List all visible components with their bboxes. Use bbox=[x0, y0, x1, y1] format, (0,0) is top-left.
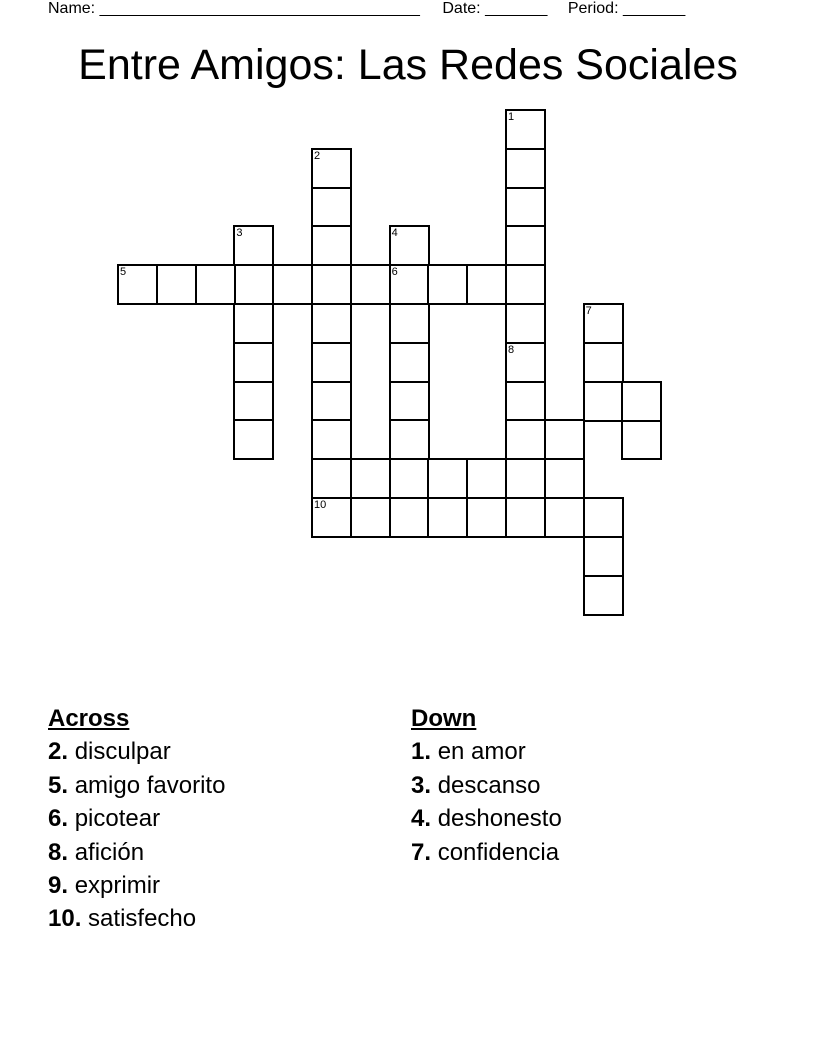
clue-text: satisfecho bbox=[88, 905, 197, 933]
period-field[interactable]: Period: _______ bbox=[567, 0, 686, 17]
crossword-cell[interactable] bbox=[272, 264, 313, 305]
across-clue bbox=[48, 735, 225, 768]
crossword-cell[interactable] bbox=[311, 264, 352, 305]
across-clue bbox=[48, 902, 225, 935]
crossword-cell[interactable] bbox=[466, 497, 507, 538]
crossword-cell[interactable] bbox=[427, 264, 468, 305]
clue-number: 6 bbox=[391, 266, 398, 279]
crossword-cell[interactable] bbox=[583, 303, 624, 344]
clue-number-label: 9. bbox=[48, 872, 69, 900]
clue-text: amigo favorito bbox=[74, 771, 226, 799]
crossword-cell[interactable] bbox=[311, 381, 352, 422]
crossword-cell[interactable] bbox=[233, 264, 274, 305]
crossword-cell[interactable] bbox=[389, 497, 430, 538]
crossword-cell[interactable] bbox=[505, 264, 546, 305]
clue-number-label: 8. bbox=[48, 838, 69, 866]
across-clue bbox=[48, 836, 225, 869]
clue-number: 1 bbox=[508, 111, 515, 123]
crossword-cell[interactable] bbox=[544, 419, 585, 460]
name-field[interactable]: Name: ____________________________________ bbox=[48, 0, 420, 17]
crossword-cell[interactable] bbox=[505, 109, 546, 150]
clue-number-label: 3. bbox=[411, 771, 432, 799]
down-clue bbox=[411, 802, 562, 835]
clue-text: disculpar bbox=[74, 738, 171, 766]
crossword-cell[interactable] bbox=[427, 497, 468, 538]
crossword-cell[interactable] bbox=[505, 303, 546, 344]
crossword-cell[interactable] bbox=[505, 458, 546, 499]
crossword-cell[interactable] bbox=[389, 419, 430, 460]
across-clues bbox=[48, 702, 225, 936]
crossword-cell[interactable] bbox=[311, 148, 352, 189]
clue-number: 2 bbox=[314, 149, 321, 162]
crossword-cell[interactable] bbox=[233, 381, 274, 422]
crossword-cell[interactable] bbox=[233, 303, 274, 344]
clue-number-label: 1. bbox=[411, 738, 432, 766]
crossword-cell[interactable] bbox=[350, 497, 391, 538]
clue-number-label: 5. bbox=[48, 771, 69, 799]
crossword-cell[interactable] bbox=[505, 148, 546, 189]
crossword-cell[interactable] bbox=[311, 187, 352, 228]
clue-number: 5 bbox=[120, 266, 127, 279]
crossword-cell[interactable] bbox=[195, 264, 236, 305]
clue-number: 7 bbox=[585, 305, 592, 317]
crossword-cell[interactable] bbox=[544, 458, 585, 499]
across-clue bbox=[48, 802, 225, 835]
crossword-cell[interactable] bbox=[389, 303, 430, 344]
clue-number-label: 6. bbox=[48, 805, 69, 833]
crossword-cell[interactable] bbox=[427, 458, 468, 499]
across-clue bbox=[48, 869, 225, 902]
crossword-cell[interactable] bbox=[583, 536, 624, 577]
clue-text: deshonesto bbox=[437, 805, 562, 833]
crossword-cell[interactable] bbox=[311, 419, 352, 460]
crossword-cell[interactable] bbox=[544, 497, 585, 538]
crossword-cell[interactable] bbox=[156, 264, 197, 305]
page-title: Entre Amigos: Las Redes Sociales bbox=[78, 41, 738, 89]
crossword-cell[interactable] bbox=[233, 225, 274, 266]
crossword-cell[interactable] bbox=[505, 497, 546, 538]
clue-text: afición bbox=[74, 838, 145, 866]
crossword-cell[interactable] bbox=[583, 497, 624, 538]
clue-text: descanso bbox=[437, 771, 541, 799]
crossword-cell[interactable] bbox=[621, 381, 662, 422]
crossword-cell[interactable] bbox=[233, 342, 274, 383]
crossword-cell[interactable] bbox=[311, 225, 352, 266]
crossword-cell[interactable] bbox=[583, 342, 624, 383]
crossword-cell[interactable] bbox=[505, 381, 546, 422]
crossword-cell[interactable] bbox=[311, 458, 352, 499]
crossword-cell[interactable] bbox=[389, 264, 430, 305]
clue-number-label: 10. bbox=[48, 905, 82, 933]
clue-number-label: 7. bbox=[411, 838, 432, 866]
crossword-cell[interactable] bbox=[311, 497, 352, 538]
clue-text: exprimir bbox=[74, 872, 161, 900]
crossword-cell[interactable] bbox=[311, 342, 352, 383]
down-clues bbox=[411, 702, 562, 869]
crossword-cell[interactable] bbox=[389, 458, 430, 499]
down-heading: Down bbox=[411, 705, 477, 732]
crossword-cell[interactable] bbox=[233, 419, 274, 460]
clue-number: 3 bbox=[236, 227, 243, 240]
crossword-cell[interactable] bbox=[117, 264, 158, 305]
crossword-cell[interactable] bbox=[389, 381, 430, 422]
crossword-cell[interactable] bbox=[466, 264, 507, 305]
across-heading: Across bbox=[48, 705, 130, 732]
date-field[interactable]: Date: _______ bbox=[442, 0, 548, 17]
down-clue bbox=[411, 836, 562, 869]
clue-text: picotear bbox=[74, 805, 161, 833]
crossword-cell[interactable] bbox=[389, 342, 430, 383]
crossword-cell[interactable] bbox=[505, 419, 546, 460]
clue-number-label: 4. bbox=[411, 805, 432, 833]
crossword-cell[interactable] bbox=[350, 458, 391, 499]
crossword-cell[interactable] bbox=[505, 342, 546, 383]
clue-number: 8 bbox=[508, 343, 515, 356]
clue-number-label: 2. bbox=[48, 738, 69, 766]
clue-number: 10 bbox=[314, 499, 327, 511]
down-clue bbox=[411, 769, 562, 802]
clue-text: confidencia bbox=[437, 838, 560, 866]
crossword-cell[interactable] bbox=[505, 225, 546, 266]
crossword-cell[interactable] bbox=[621, 419, 662, 460]
clue-number: 4 bbox=[391, 227, 398, 240]
clue-text: en amor bbox=[437, 738, 526, 766]
down-clue bbox=[411, 735, 562, 768]
across-clue bbox=[48, 769, 225, 802]
crossword-cell[interactable] bbox=[389, 225, 430, 266]
crossword-cell[interactable] bbox=[311, 303, 352, 344]
crossword-cell[interactable] bbox=[466, 458, 507, 499]
crossword-cell[interactable] bbox=[583, 575, 624, 616]
crossword-cell[interactable] bbox=[583, 381, 624, 422]
crossword-cell[interactable] bbox=[350, 264, 391, 305]
crossword-cell[interactable] bbox=[505, 187, 546, 228]
